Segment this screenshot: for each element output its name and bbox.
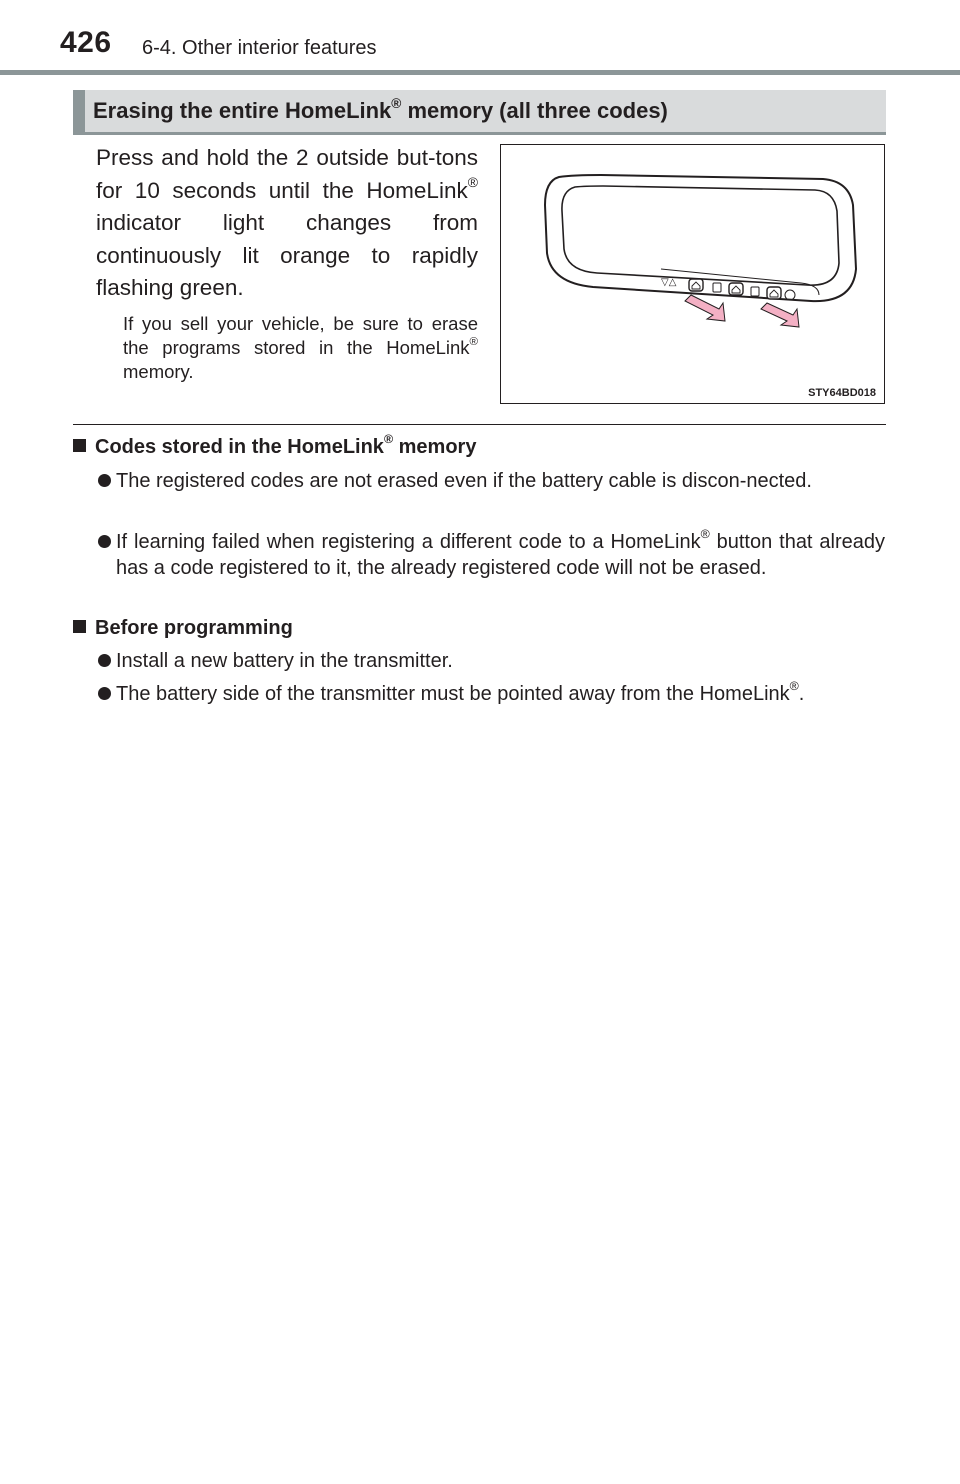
list-item: If learning failed when registering a different code to a HomeLink® button that already has a code registered to it, the already registered code will not be erased. — [98, 529, 885, 581]
bullet-icon — [98, 654, 111, 667]
list-item: The registered codes are not erased even if the battery cable is discon-nected. — [98, 468, 885, 494]
mirror-illustration — [500, 144, 885, 404]
section-label: 6-4. Other interior features — [142, 37, 377, 59]
arrow-right-button — [761, 303, 799, 327]
instruction-paragraph: Press and hold the 2 outside but-tons for 10 seconds until the HomeLink® indicator light changes from continuously lit orange to rapidly flashing green. — [96, 145, 478, 300]
figure-code: STY64BD018 — [808, 387, 876, 399]
header-rule — [0, 70, 960, 75]
square-bullet-icon — [73, 439, 86, 452]
title-bar — [73, 90, 886, 135]
heading-codes-stored: Codes stored in the HomeLink® memory — [73, 436, 476, 459]
bullet-icon — [98, 474, 111, 487]
list-item: Install a new battery in the transmitter. — [98, 648, 885, 674]
warning-icon: ▽△ — [661, 277, 677, 288]
bullet-icon — [98, 535, 111, 548]
note-paragraph: If you sell your vehicle, be sure to erase the programs stored in the HomeLink® memory. — [123, 313, 478, 382]
rearview-mirror-drawing — [501, 145, 886, 405]
section-divider — [73, 424, 886, 425]
heading-before-programming: Before programming — [73, 617, 293, 640]
page-title: Erasing the entire HomeLink® memory (all three codes) — [93, 95, 668, 123]
arrow-left-button — [685, 295, 725, 321]
bullet-icon — [98, 687, 111, 700]
square-bullet-icon — [73, 620, 86, 633]
title-accent — [73, 90, 85, 132]
page-number: 426 — [60, 26, 112, 59]
list-item: The battery side of the transmitter must be pointed away from the HomeLink®. — [98, 681, 885, 707]
page-header — [0, 0, 960, 78]
